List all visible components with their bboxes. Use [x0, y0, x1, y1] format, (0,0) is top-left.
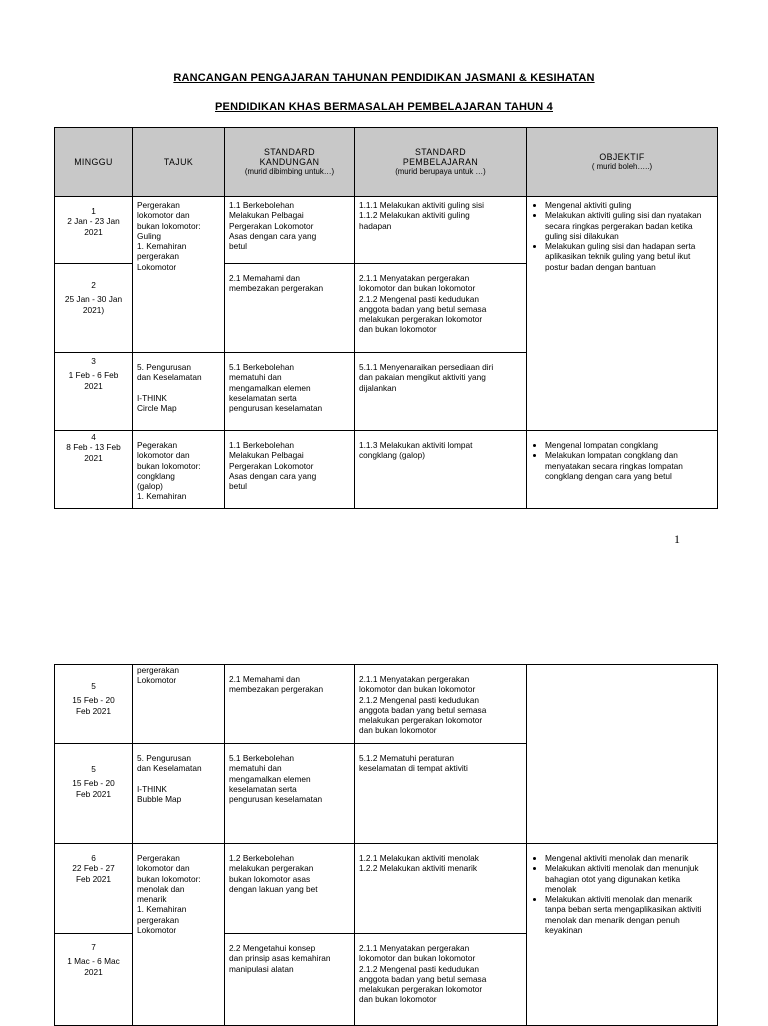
standard-kandungan-cell: 2.1 Memahami dan membezakan pergerakan — [225, 264, 355, 353]
standard-pembelajaran-cell: 5.1.1 Menyenaraikan persediaan diri dan pakaian mengikut aktiviti yang dijalankan — [355, 353, 527, 431]
week-number: 7 — [91, 942, 96, 952]
week-number: 4 — [91, 432, 96, 442]
objektif-item: • Melakukan guling sisi dan hadapan serta aplikasikan teknik guling yang betul ikut postur badan dengan bantuan — [545, 241, 713, 272]
plan-table-page-2 — [54, 664, 718, 1026]
table-row — [55, 197, 718, 264]
week-date: 15 Feb - 20 Feb 2021 — [72, 695, 115, 716]
tajuk-cell: Pergerakan lokomotor dan bukan lokomotor: menolak dan menarik 1. Kemahiran pergerakan Lokomotor — [133, 844, 225, 1026]
standard-pembelajaran-cell: 1.2.1 Melakukan aktiviti menolak 1.2.2 Melakukan aktiviti menarik — [355, 844, 527, 934]
objektif-item: • Melakukan aktiviti menolak dan menunjuk bahagian otot yang digunakan ketika menolak — [545, 863, 713, 894]
standard-pembelajaran-cell: 1.1.1 Melakukan aktiviti guling sisi 1.1.2 Melakukan aktiviti guling hadapan — [355, 197, 527, 264]
objektif-cell — [527, 197, 718, 431]
week-date: 8 Feb - 13 Feb 2021 — [66, 442, 121, 463]
standard-kandungan-cell: 1.2 Berkebolehan melakukan pergerakan bukan lokomotor asas dengan lakuan yang bet — [225, 844, 355, 934]
tajuk-cell: pergerakan Lokomotor — [133, 665, 225, 744]
plan-table-page-1 — [54, 127, 718, 509]
tajuk-cell: Pegerakan lokomotor dan bukan lokomotor: congklang (galop) 1. Kemahiran — [133, 431, 225, 509]
objektif-item: • Mengenal aktiviti guling — [545, 200, 713, 210]
standard-pembelajaran-cell: 5.1.2 Mematuhi peraturan keselamatan di tempat aktiviti — [355, 744, 527, 844]
table-row — [55, 844, 718, 934]
header-obj-title: OBJEKTIF — [599, 151, 645, 162]
week-number: 1 — [91, 206, 96, 216]
header-obj-sub: ( murid boleh…..) — [591, 162, 653, 171]
header-objektif — [527, 128, 718, 197]
objektif-item: • Mengenal aktiviti menolak dan menarik — [545, 853, 713, 863]
week-date: 1 Mac - 6 Mac 2021 — [67, 956, 120, 977]
objektif-cell — [527, 431, 718, 509]
objektif-item: • Melakukan lompatan congklang dan menyatakan secara ringkas lompatan congklang dengan cara yang betul — [545, 450, 713, 481]
week-date: 25 Jan - 30 Jan 2021) — [64, 294, 123, 315]
objektif-item: • Melakukan aktiviti menolak dan menarik tanpa beban serta mengaplikasikan aktiviti menolak dan menarik dengan penuh keyakinan — [545, 894, 713, 935]
week-number: 5 — [91, 764, 96, 774]
header-sk-sub: (murid dibimbing untuk…) — [244, 167, 335, 177]
table-row — [55, 431, 718, 509]
week-date: 22 Feb - 27 Feb 2021 — [72, 863, 115, 884]
week-date: 2 Jan - 23 Jan 2021 — [67, 216, 120, 237]
objektif-list — [531, 200, 713, 272]
standard-kandungan-cell: 1.1 Berkebolehan Melakukan Pelbagai Pergerakan Lokomotor Asas dengan cara yang betul — [225, 431, 355, 509]
week-number: 2 — [91, 280, 96, 290]
header-standard-pembelajaran — [355, 128, 527, 197]
objektif-item: • Mengenal lompatan congklang — [545, 440, 713, 450]
header-sp-title: STANDARD PEMBELAJARAN — [402, 146, 479, 167]
week-number: 3 — [91, 356, 96, 366]
document-subtitle: PENDIDIKAN KHAS BERMASALAH PEMBELAJARAN TAHUN 4 — [215, 101, 553, 113]
week-number: 5 — [91, 681, 96, 691]
standard-kandungan-cell: 5.1 Berkebolehan mematuhi dan mengamalkan elemen keselamatan serta pengurusan keselamatan — [225, 353, 355, 431]
objektif-list — [531, 440, 713, 481]
standard-kandungan-cell: 1.1 Berkebolehan Melakukan Pelbagai Pergerakan Lokomotor Asas dengan cara yang betul — [225, 197, 355, 264]
header-sp-sub: (murid berupaya untuk …) — [395, 167, 486, 177]
table-row — [55, 665, 718, 744]
header-standard-kandungan — [225, 128, 355, 197]
objektif-cell-empty — [527, 665, 718, 844]
tajuk-cell: 5. Pengurusan dan Keselamatan I-THINK Circle Map — [133, 353, 225, 431]
standard-pembelajaran-cell: 2.1.1 Menyatakan pergerakan lokomotor dan bukan lokomotor 2.1.2 Mengenal pasti kedudukan anggota badan yang betul semasa melakukan pergerakan lokomotor dan bukan lokomotor — [355, 934, 527, 1026]
page-number: 1 — [674, 532, 680, 546]
standard-pembelajaran-cell: 1.1.3 Melakukan aktiviti lompat congklang (galop) — [355, 431, 527, 509]
objektif-list — [531, 853, 713, 935]
standard-kandungan-cell: 2.2 Mengetahui konsep dan prinsip asas kemahiran manipulasi alatan — [225, 934, 355, 1026]
week-date: 1 Feb - 6 Feb 2021 — [68, 370, 119, 391]
standard-kandungan-cell: 2.1 Memahami dan membezakan pergerakan — [225, 665, 355, 744]
tajuk-cell: Pergerakan lokomotor dan bukan lokomotor: Guling 1. Kemahiran pergerakan Lokomotor — [133, 197, 225, 353]
table-header-row — [55, 128, 718, 197]
header-tajuk: TAJUK — [133, 128, 225, 197]
standard-pembelajaran-cell: 2.1.1 Menyatakan pergerakan lokomotor dan bukan lokomotor 2.1.2 Mengenal pasti kedudukan anggota badan yang betul semasa melakukan pergerakan lokomotor dan bukan lokomotor — [355, 665, 527, 744]
week-date: 15 Feb - 20 Feb 2021 — [72, 778, 115, 799]
header-sk-title: STANDARD KANDUNGAN — [259, 146, 320, 167]
header-minggu: MINGGU — [55, 128, 133, 197]
objektif-item: • Melakukan aktiviti guling sisi dan nyatakan secara ringkas pergerakan badan ketika guling sisi dilakukan — [545, 210, 713, 241]
standard-pembelajaran-cell: 2.1.1 Menyatakan pergerakan lokomotor dan bukan lokomotor 2.1.2 Mengenal pasti kedudukan anggota badan yang betul semasa melakukan pergerakan lokomotor dan bukan lokomotor — [355, 264, 527, 353]
tajuk-cell: 5. Pengurusan dan Keselamatan I-THINK Bubble Map — [133, 744, 225, 844]
document-title: RANCANGAN PENGAJARAN TAHUNAN PENDIDIKAN JASMANI & KESIHATAN — [173, 72, 595, 84]
week-number: 6 — [91, 853, 96, 863]
objektif-cell — [527, 844, 718, 1026]
standard-kandungan-cell: 5.1 Berkebolehan mematuhi dan mengamalkan elemen keselamatan serta pengurusan keselamatan — [225, 744, 355, 844]
